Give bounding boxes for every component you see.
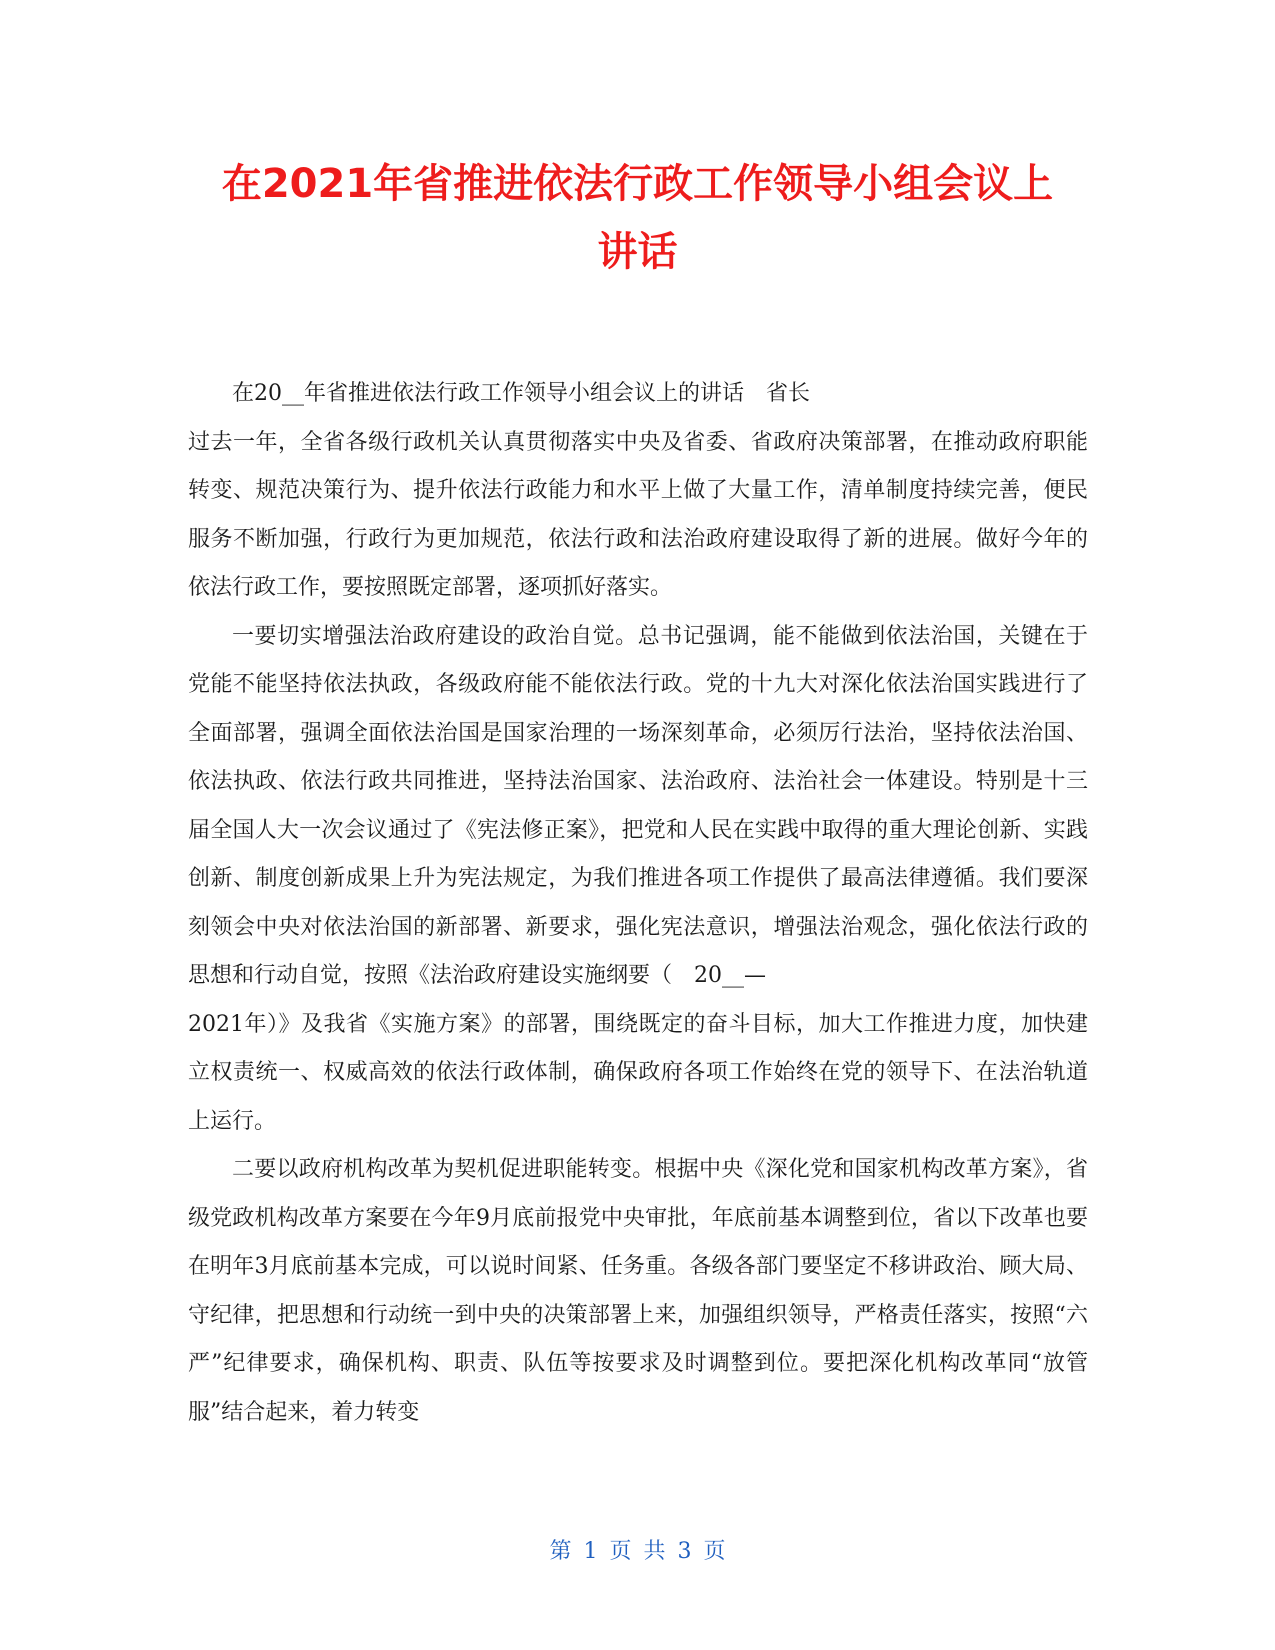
- footer-total-prefix: 共: [643, 1539, 666, 1564]
- document-title: [150, 150, 1125, 286]
- body-paragraph-point-one-continued: 2021年）》及我省《实施方案》的部署，围绕既定的奋斗目标，加大工作推进力度，加快建立权责统一、权威高效的依法行政体制，确保政府各项工作始终在党的领导下、在法治轨道上运行。: [188, 1011, 1088, 1134]
- body-paragraph-review: 过去一年，全省各级行政机关认真贯彻落实中央及省委、省政府决策部署，在推动政府职能转变、规范决策行为、提升依法行政能力和水平上做了大量工作，清单制度持续完善，便民服务不断加强，行政行为更加规范，依法行政和法治政府建设取得了新的进展。做好今年的依法行政工作，要按照既定部署，逐项抓好落实。: [188, 429, 1088, 600]
- footer-page-prefix: 第: [549, 1539, 572, 1564]
- title-line-1: 在2021年省推进依法行政工作领导小组会议上: [221, 161, 1054, 207]
- page-footer: [0, 1536, 1275, 1568]
- speech-heading-paragraph: 在20__年省推进依法行政工作领导小组会议上的讲话 省长: [232, 381, 810, 406]
- footer-page-suffix: 页: [703, 1539, 726, 1564]
- body-paragraph-point-two: 二要以政府机构改革为契机促进职能转变。根据中央《深化党和国家机构改革方案》，省级党政机构改革方案要在今年9月底前报党中央审批，年底前基本调整到位，省以下改革也要在明年3月底前基本完成，可以说时间紧、任务重。各级各部门要坚定不移讲政治、顾大局、守纪律，把思想和行动统一到中央的决策部署上来，加强组织领导，严格责任落实，按照“六严”纪律要求，确保机构、职责、队伍等按要求及时调整到位。要把深化机构改革同“放管服”结合起来，着力转变: [188, 1157, 1088, 1425]
- title-line-2: 讲话: [597, 229, 678, 275]
- footer-current-page: 1: [583, 1539, 598, 1564]
- body-paragraph-point-one: 一要切实增强法治政府建设的政治自觉。总书记强调，能不能做到依法治国，关键在于党能不能坚持依法执政，各级政府能不能依法行政。党的十九大对深化依法治国实践进行了全面部署，强调全面依法治国是国家治理的一场深刻革命，必须厉行法治，坚持依法治国、依法执政、依法行政共同推进，坚持法治国家、法治政府、法治社会一体建设。特别是十三届全国人大一次会议通过了《宪法修正案》，把党和人民在实践中取得的重大理论创新、实践创新、制度创新成果上升为宪法规定，为我们推进各项工作提供了最高法律遵循。我们要深刻领会中央对依法治国的新部署、新要求，强化宪法意识，增强法治观念，强化依法行政的思想和行动自觉，按照《法治政府建设实施纲要（ 20__—: [188, 623, 1088, 988]
- footer-page-mid: 页: [609, 1539, 632, 1564]
- document-body: [188, 370, 1088, 1437]
- footer-total-pages: 3: [677, 1539, 692, 1564]
